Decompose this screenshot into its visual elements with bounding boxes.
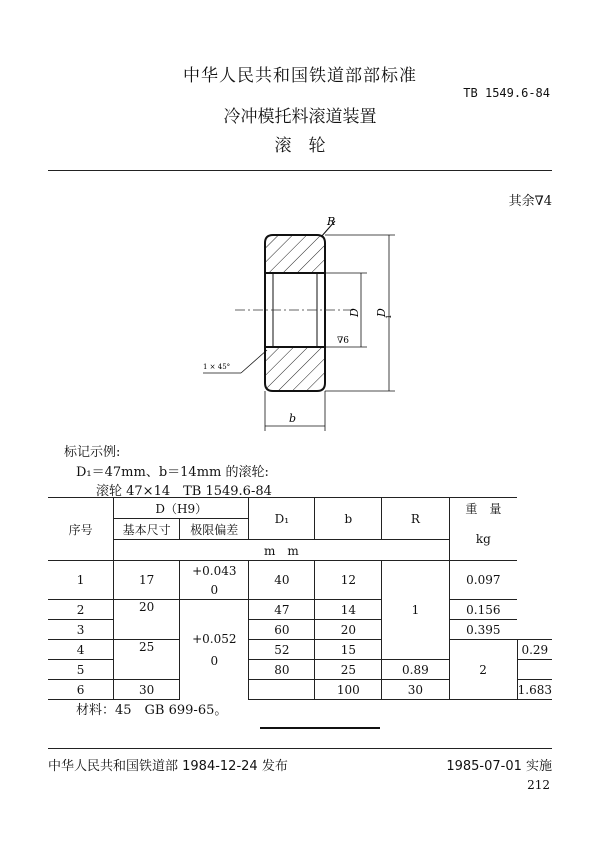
table-cell-b: 14	[315, 600, 382, 620]
marking-example-designation: 滚轮 47×14 TB 1549.6-84	[96, 484, 272, 499]
table-cell-weight: 0.097	[449, 561, 517, 600]
table-cell-b: 12	[315, 561, 382, 600]
standard-code: TB 1549.6-84	[463, 86, 550, 100]
table-cell-tol-group2	[180, 600, 249, 700]
dimension-table	[48, 497, 552, 700]
table-cell-seq: 1	[48, 561, 114, 600]
table-cell-base: 25	[114, 640, 180, 680]
header-weight: 重 量	[449, 498, 517, 519]
document-subtitle: 滚 轮	[274, 136, 326, 156]
table-cell-R-group1: 1	[382, 561, 449, 660]
table-cell-D1: 100	[315, 680, 382, 700]
table-cell-base: 30	[114, 680, 180, 700]
table-cell-base: 20	[114, 600, 180, 640]
table-cell-D1: 60	[249, 620, 315, 640]
roller-drawing	[195, 205, 415, 437]
tol-upper: +0.052	[192, 631, 237, 646]
footer-divider	[48, 748, 552, 749]
table-cell-weight: 0.395	[449, 620, 517, 640]
D-label: D	[348, 308, 361, 317]
table-cell-weight: 0.89	[382, 660, 449, 680]
header-D: D（H9）	[114, 498, 249, 519]
table-cell-base: 17	[114, 561, 180, 600]
issue-date: 中华人民共和国铁道部 1984-12-24 发布	[48, 759, 288, 774]
D1-label: D	[375, 308, 388, 317]
table-cell-seq: 6	[48, 680, 114, 700]
table-cell-D1: 40	[249, 561, 315, 600]
surface-roughness-note: 其余∇4	[508, 194, 552, 209]
D1-label-subscript: 1	[385, 314, 393, 319]
table-cell-weight: 0.29	[517, 640, 552, 660]
effective-date: 1985-07-01 实施	[446, 759, 552, 774]
table-cell-weight: 1.683	[517, 680, 552, 700]
section-top	[265, 235, 325, 273]
table-cell-weight: 0.156	[449, 600, 517, 620]
table-cell-D1: 52	[249, 640, 315, 660]
header-divider	[48, 170, 552, 171]
surface-finish-mark: ∇6	[337, 336, 350, 346]
material-note: 材料：45 GB 699-65。	[76, 703, 228, 718]
marking-example-title: 标记示例:	[64, 445, 121, 460]
table-cell-seq: 2	[48, 600, 114, 620]
document-title: 冷冲模托料滚道装置	[223, 107, 377, 127]
issuing-organization: 中华人民共和国铁道部部标准	[183, 66, 417, 86]
section-bottom	[265, 347, 325, 391]
table-cell-R-group2: 2	[449, 640, 517, 700]
table-cell-b: 15	[315, 640, 382, 660]
header-b: b	[315, 498, 382, 540]
chamfer-label: 1 × 45°	[203, 363, 231, 371]
table-cell-b: 25	[315, 660, 382, 680]
table-cell-b: 20	[315, 620, 382, 640]
table-cell-D1: 47	[249, 600, 315, 620]
table-cell-tol-lower: 0	[180, 580, 249, 600]
chamfer-leader	[241, 350, 267, 373]
header-R: R	[382, 498, 449, 540]
table-cell-tol-upper: +0.043	[180, 561, 249, 581]
end-rule	[260, 727, 380, 729]
tol-lower: 0	[210, 653, 219, 668]
page-number: 212	[527, 778, 550, 792]
header-tolerance: 极限偏差	[180, 519, 249, 540]
b-label: b	[289, 412, 297, 425]
header-seq: 序号	[48, 498, 114, 561]
table-cell-b: 30	[382, 680, 449, 700]
header-weight-unit: kg	[449, 519, 517, 561]
unit-mm-row: m m	[114, 540, 449, 561]
table-cell-D1: 80	[249, 660, 315, 680]
table-cell-seq: 5	[48, 660, 114, 680]
header-D1: D₁	[249, 498, 315, 540]
table-cell-seq: 4	[48, 640, 114, 660]
radius-label: R	[327, 215, 336, 228]
marking-example-condition: D₁＝47mm、b＝14mm 的滚轮:	[76, 465, 269, 480]
table-cell-seq: 3	[48, 620, 114, 640]
header-base-size: 基本尺寸	[114, 519, 180, 540]
table-cell-tol-empty	[249, 680, 315, 700]
